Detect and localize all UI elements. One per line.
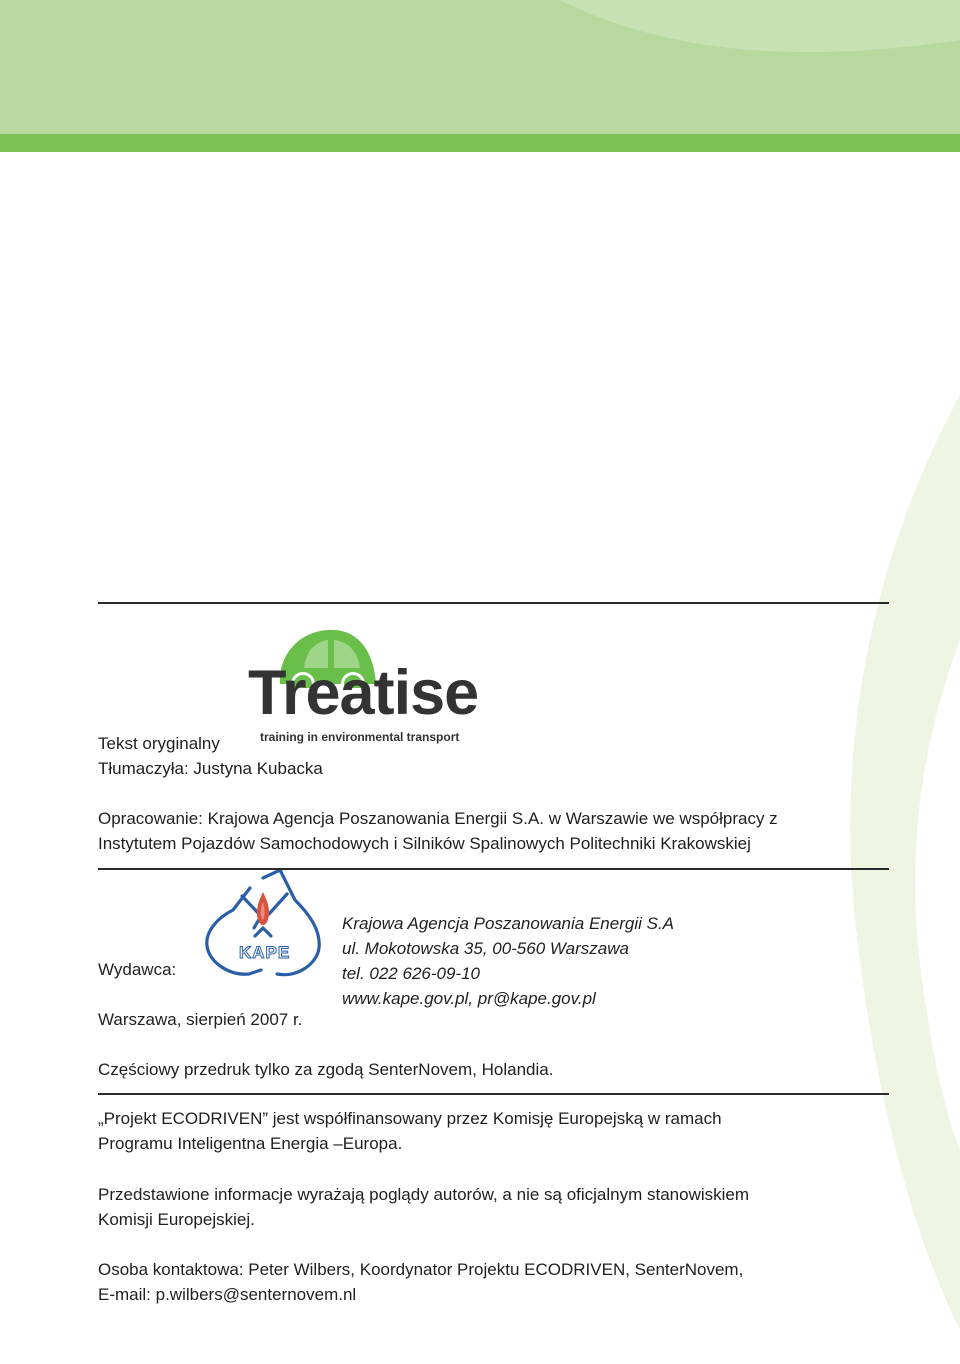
original-text-label: Tekst oryginalny <box>98 734 220 753</box>
publisher-label: Wydawca: <box>98 960 177 979</box>
treatise-logo <box>248 628 479 748</box>
contact-line-1: Osoba kontaktowa: Peter Wilbers, Koordynator Projektu ECODRIVEN, SenterNovem, <box>98 1260 744 1279</box>
top-stripe <box>0 134 960 152</box>
translator-line: Tłumaczyła: Justyna Kubacka <box>98 759 323 778</box>
disclaimer-line-2: Komisji Europejskiej. <box>98 1210 255 1229</box>
prepared-by-line-1: Opracowanie: Krajowa Agencja Poszanowania Energii S.A. w Warszawie we współpracy z <box>98 809 778 828</box>
kape-hands-flame-icon <box>203 870 323 985</box>
disclaimer-line-1: Przedstawione informacje wyrażają poglądy autorów, a nie są oficjalnym stanowiskiem <box>98 1185 750 1204</box>
kape-logo <box>203 870 323 985</box>
reprint-note: Częściowy przedruk tylko za zgodą SenterNovem, Holandia. <box>98 1060 554 1079</box>
rule-lower <box>98 1093 889 1095</box>
publisher-address-name: Krajowa Agencja Poszanowania Energii S.A <box>342 914 675 933</box>
funding-line-1: „Projekt ECODRIVEN” jest współfinansowany przez Komisję Europejską w ramach <box>98 1109 722 1128</box>
prepared-by-line-2: Instytutem Pojazdów Samochodowych i Silników Spalinowych Politechniki Krakowskiej <box>98 834 751 853</box>
funding-line-2: Programu Inteligentna Energia –Europa. <box>98 1134 403 1153</box>
rule-top <box>98 602 889 604</box>
publisher-place-date: Warszawa, sierpień 2007 r. <box>98 1010 303 1029</box>
publisher-address-web: www.kape.gov.pl, pr@kape.gov.pl <box>342 989 596 1008</box>
contact-email[interactable]: E-mail: p.wilbers@senternovem.nl <box>98 1285 357 1304</box>
publisher-address-street: ul. Mokotowska 35, 00-560 Warszawa <box>342 939 629 958</box>
publisher-address-phone: tel. 022 626-09-10 <box>342 964 480 983</box>
kape-logo-text: KAPE <box>239 943 291 962</box>
treatise-wordmark: Treatise <box>248 658 479 728</box>
treatise-tagline: training in environmental transport <box>260 730 460 744</box>
